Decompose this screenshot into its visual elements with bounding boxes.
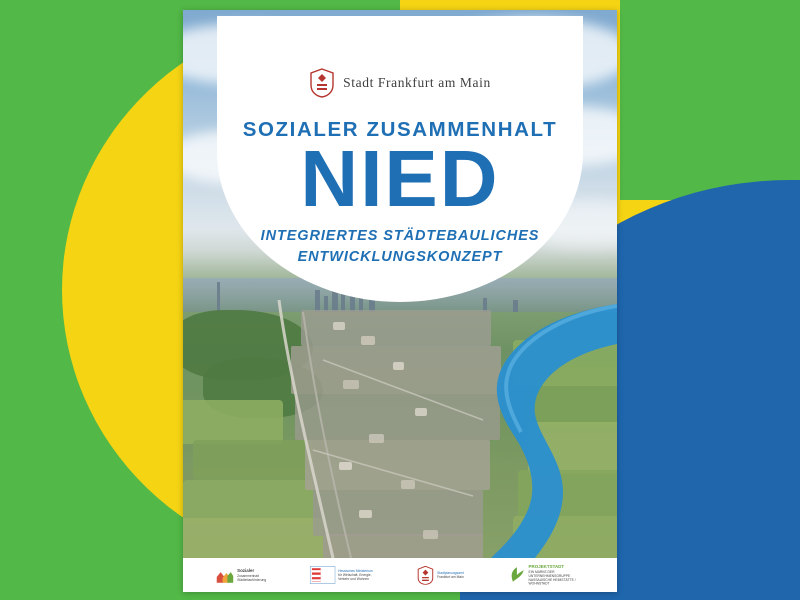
cover-photo: [183, 10, 617, 558]
road-network: [183, 300, 617, 558]
hessen-lion-icon: [310, 566, 335, 583]
publisher-row: [217, 68, 583, 98]
logo-projektstadt: [508, 564, 585, 586]
frankfurt-crest-icon: [417, 565, 434, 584]
cover-subtitle: [217, 226, 583, 268]
cover-subtitle-line1: INTEGRIERTES STÄDTEBAULICHES: [260, 227, 540, 244]
logo-caption: Sozialer Zusammenhalt Städtebauförderung: [237, 568, 267, 582]
frankfurt-crest-icon: [309, 68, 335, 98]
cover-page: [183, 10, 617, 592]
logo-stadtplanungsamt: [417, 565, 464, 584]
background-shape-green-corner: [620, 0, 800, 200]
houses-icon: [215, 565, 234, 584]
logo-sozialer-zusammenhalt: [215, 565, 266, 584]
logo-strip: [183, 558, 617, 592]
logo-hessen: [310, 566, 373, 583]
projektstadt-leaf-icon: [508, 566, 525, 583]
logo-caption: Stadtplanungsamt Frankfurt am Main: [437, 570, 464, 579]
masthead-panel: [217, 16, 583, 302]
logo-caption: PROJEKTSTADT EIN MARKE DER UNTERNEHMENSGRUPPE NASSAUISCHE HEIMSTÄTTE / WOHNSTADT: [528, 563, 576, 586]
page-title: NIED: [300, 134, 500, 223]
cover-kicker: SOZIALER ZUSAMMENHALT: [242, 118, 558, 141]
publisher-label: Stadt Frankfurt am Main: [343, 75, 491, 90]
logo-caption: Hessisches Ministerium für Wirtschaft, Energie, Verkehr und Wohnen: [338, 568, 373, 581]
cover-subtitle-line2: ENTWICKLUNGSKONZEPT: [297, 248, 503, 265]
